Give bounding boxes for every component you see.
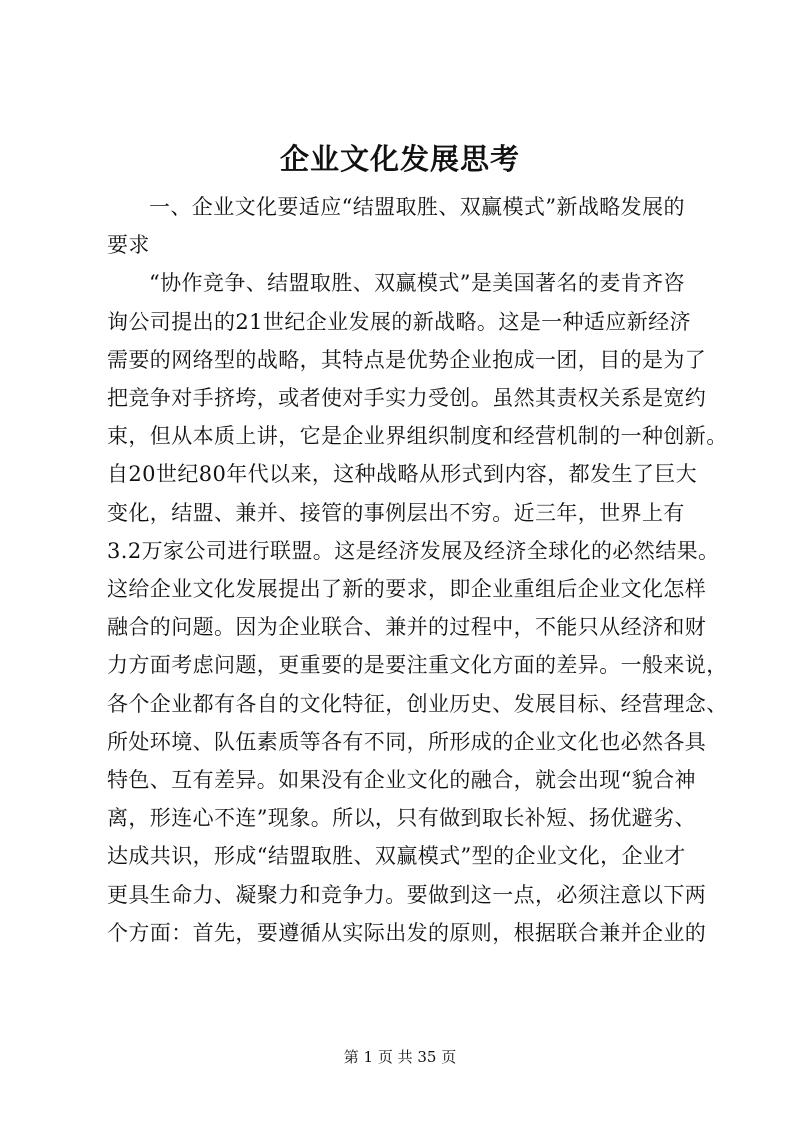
document-body: [107, 188, 728, 952]
heading-line: 要求: [107, 233, 150, 258]
paragraph-line: 自20世纪80年代以来，这种战略从形式到内容，都发生了巨大: [107, 462, 698, 487]
paragraph-line: 离，形连心不连”现象。所以，只有做到取长补短、扬优避劣、: [107, 806, 696, 831]
page-footer: 第 1 页 共 35 页: [343, 1048, 457, 1066]
paragraph-line: 束，但从本质上讲，它是企业界组织制度和经营机制的一种创新。: [107, 424, 728, 449]
paragraph-line: 变化，结盟、兼并、接管的事例层出不穷。近三年，世界上有: [107, 500, 685, 525]
document-title: 企业文化发展思考: [279, 142, 520, 176]
paragraph-line: 达成共识，形成“结盟取胜、双赢模式”型的企业文化，企业才: [107, 844, 686, 869]
paragraph-line: 个方面：首先，要遵循从实际出发的原则，根据联合兼并企业的: [107, 920, 707, 945]
paragraph-line: 询公司提出的21世纪企业发展的新战略。这是一种适应新经济: [107, 309, 691, 334]
paragraph-line: 更具生命力、凝聚力和竞争力。要做到这一点，必须注意以下两: [107, 882, 707, 907]
paragraph-line: 这给企业文化发展提出了新的要求，即企业重组后企业文化怎样: [107, 577, 707, 602]
paragraph-line: 把竞争对手挤垮，或者使对手实力受创。虽然其责权关系是宽约: [107, 386, 707, 411]
paragraph-line: 各个企业都有各自的文化特征，创业历史、发展目标、经营理念、: [107, 691, 728, 716]
paragraph-line: 力方面考虑问题，更重要的是要注重文化方面的差异。一般来说，: [107, 653, 728, 678]
paragraph-line: 所处环境、队伍素质等各有不同，所形成的企业文化也必然各具: [107, 729, 707, 754]
section-heading: [107, 188, 707, 264]
heading-line: 一、企业文化要适应“结盟取胜、双赢模式”新战略发展的: [149, 195, 685, 219]
paragraph-line: 特色、互有差异。如果没有企业文化的融合，就会出现“貌合神: [107, 768, 696, 793]
paragraph-line: 需要的网络型的战略，其特点是优势企业抱成一团，目的是为了: [107, 347, 707, 372]
body-paragraph: [107, 264, 728, 952]
paragraph-line: 3.2万家公司进行联盟。这是经济发展及经济全球化的必然结果。: [107, 538, 720, 563]
paragraph-line: 融合的问题。因为企业联合、兼并的过程中，不能只从经济和财: [107, 615, 707, 640]
paragraph-line: “协作竞争、结盟取胜、双赢模式”是美国著名的麦肯齐咨: [149, 271, 685, 296]
